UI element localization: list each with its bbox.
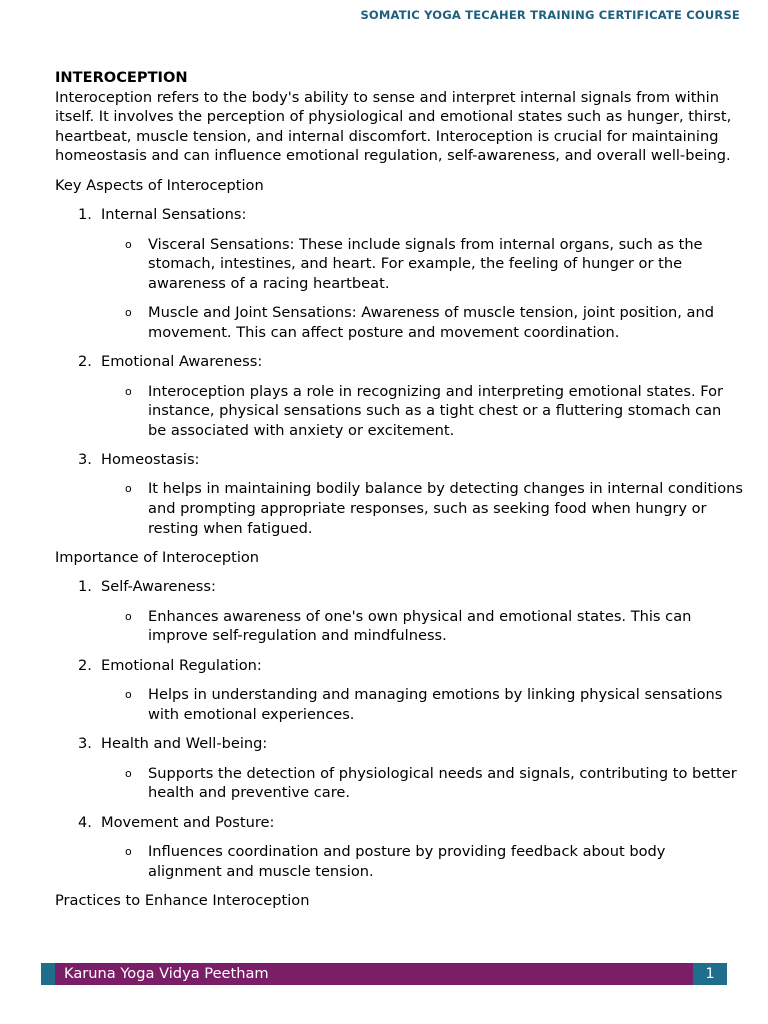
sub-list-text: Visceral Sensations: These include signals from internal organs, such as the stomach, intestines, and heart. For example, the feeling of hunger or the awareness of a racing heartbeat. xyxy=(148,235,703,292)
sub-list-text: Enhances awareness of one's own physical and emotional states. This can improve self-regulation and mindfulness. xyxy=(148,607,692,645)
footer-accent-stripe xyxy=(41,963,55,985)
list-item-label: Emotional Awareness: xyxy=(101,353,263,371)
hollow-bullet-icon: o xyxy=(125,844,132,858)
hollow-bullet-icon: o xyxy=(125,237,132,251)
list-number: 3. xyxy=(78,735,92,753)
hollow-bullet-icon: o xyxy=(125,766,132,780)
list-item-label: Homeostasis: xyxy=(101,451,200,469)
footer-organization: Karuna Yoga Vidya Peetham xyxy=(55,963,693,985)
page-number: 1 xyxy=(693,963,727,985)
sub-list-item xyxy=(55,764,743,803)
sub-list-item xyxy=(55,607,743,646)
list-item xyxy=(55,205,743,225)
list-number: 3. xyxy=(78,451,92,469)
list-item-label: Internal Sensations: xyxy=(101,206,247,224)
list-item-label: Movement and Posture: xyxy=(101,813,275,831)
list-number: 2. xyxy=(78,353,92,371)
importance-heading: Importance of Interoception xyxy=(55,549,260,567)
sub-list-text: It helps in maintaining bodily balance by detecting changes in internal conditions and prompting appropriate responses, such as seeking food when hungry or resting when fatigued. xyxy=(148,480,744,537)
list-number: 1. xyxy=(78,206,92,224)
sub-list-text: Muscle and Joint Sensations: Awareness of muscle tension, joint position, and movement. This can affect posture and movement coordination. xyxy=(148,304,715,341)
hollow-bullet-icon: o xyxy=(125,384,132,398)
list-number: 2. xyxy=(78,656,92,674)
list-item xyxy=(55,577,743,597)
list-item xyxy=(55,656,743,676)
sub-list-item xyxy=(55,479,743,538)
page-footer xyxy=(41,963,727,985)
intro-paragraph: Interoception refers to the body's ability to sense and interpret internal signals from within itself. It involves the perception of physiological and emotional states such as hunger, thirst, heartbeat, muscle tension, and internal discomfort. Interoception is crucial for maintaining homeostasis and can influence emotional regulation, self-awareness, and overall well-being. xyxy=(55,88,732,165)
sub-list-item xyxy=(55,685,743,724)
hollow-bullet-icon: o xyxy=(125,688,132,702)
hollow-bullet-icon: o xyxy=(125,482,132,496)
sub-list-item xyxy=(55,235,743,294)
list-item xyxy=(55,734,743,754)
sub-list-item xyxy=(55,842,743,881)
list-item-label: Emotional Regulation: xyxy=(101,656,262,674)
hollow-bullet-icon: o xyxy=(125,609,132,623)
sub-list-text: Helps in understanding and managing emotions by linking physical sensations with emotional experiences. xyxy=(148,686,723,723)
sub-list-text: Supports the detection of physiological needs and signals, contributing to better health and preventive care. xyxy=(148,764,737,802)
sub-list-item xyxy=(55,303,743,342)
list-item xyxy=(55,450,743,470)
list-number: 4. xyxy=(78,813,92,831)
list-item xyxy=(55,352,743,372)
hollow-bullet-icon: o xyxy=(125,306,132,320)
list-item-label: Self-Awareness: xyxy=(101,578,216,596)
sub-list-text: Interoception plays a role in recognizing and interpreting emotional states. For instance, physical sensations such as a tight chest or a fluttering stomach can be associated with anxiety or excitement. xyxy=(148,382,724,439)
sub-list-item xyxy=(55,382,743,441)
list-item xyxy=(55,813,743,833)
list-item-label: Health and Well-being: xyxy=(101,735,268,753)
document-body xyxy=(55,68,743,920)
page-header-course-title: SOMATIC YOGA TECAHER TRAINING CERTIFICATE COURSE xyxy=(360,8,740,22)
key-aspects-heading: Key Aspects of Interoception xyxy=(55,176,264,194)
sub-list-text: Influences coordination and posture by providing feedback about body alignment and muscle tension. xyxy=(148,842,666,880)
list-number: 1. xyxy=(78,578,92,596)
section-heading: INTEROCEPTION xyxy=(55,69,188,86)
practices-heading: Practices to Enhance Interoception xyxy=(55,891,310,909)
